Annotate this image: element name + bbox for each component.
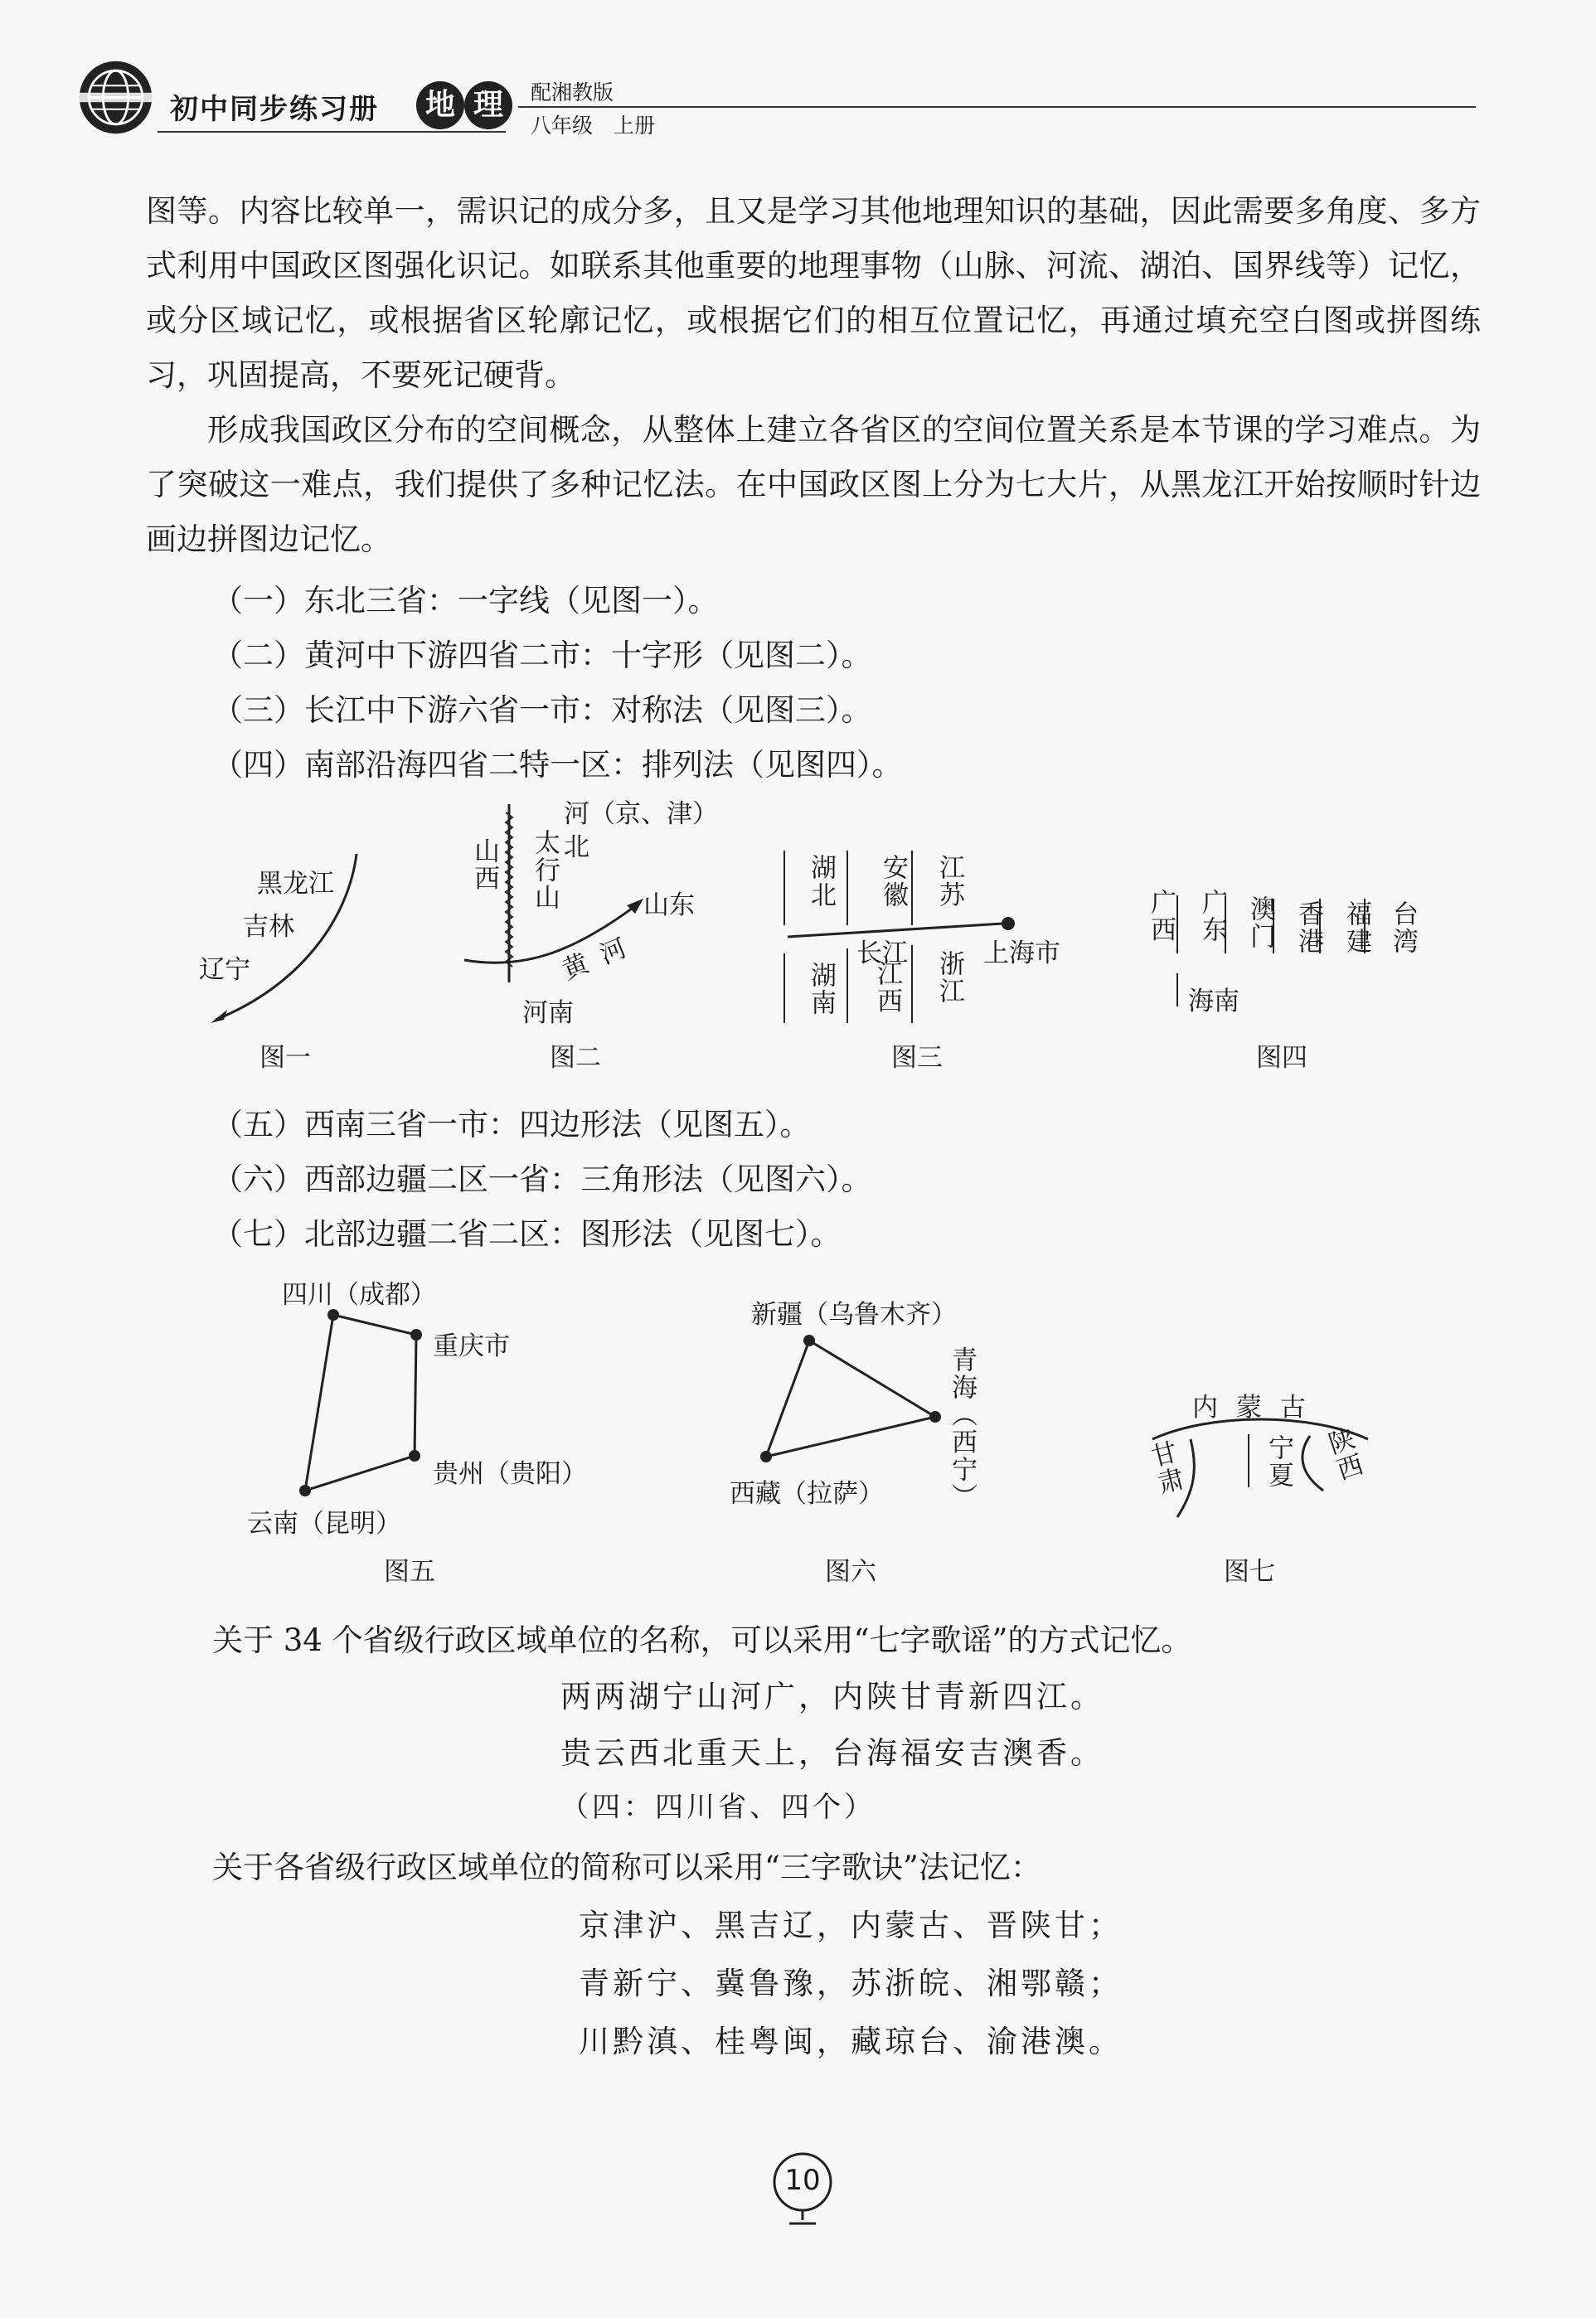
- page-number: 10: [784, 2164, 821, 2197]
- caption-fig7: 图七: [1224, 1557, 1275, 1587]
- label-yunnan: 云南（昆明）: [247, 1509, 401, 1539]
- list-item: （三）长江中下游六省一市：对称法（见图三）。: [212, 692, 872, 728]
- label-huanghe: 黄河: [558, 927, 645, 986]
- edition-label: 配湘教版: [531, 80, 614, 104]
- label-neimenggu: 内 蒙 古: [1192, 1393, 1311, 1423]
- list-item: （五）西南三省一市：四边形法（见图五）。: [212, 1107, 811, 1142]
- label-changjiang: 长江: [856, 938, 908, 968]
- label-guangxi: 广西: [1146, 889, 1176, 943]
- label-heilongjiang: 黑龙江: [257, 869, 334, 899]
- label-hongkong: 香港: [1293, 900, 1323, 955]
- label-shandong: 山东: [643, 890, 695, 920]
- label-jilin: 吉林: [243, 912, 294, 942]
- label-hainan: 海南: [1188, 987, 1239, 1016]
- caption-fig6: 图六: [825, 1557, 876, 1587]
- subject-badge: [416, 81, 517, 133]
- rhyme-intro: 关于各省级行政区域单位的简称可以采用“三字歌诀”法记忆：: [212, 1850, 1041, 1885]
- caption-fig4: 图四: [1256, 1043, 1307, 1073]
- label-hunan: 湖南: [806, 962, 836, 1016]
- book-title: 初中同步练习册: [170, 93, 379, 126]
- rhyme-line: 川黔滇、桂粤闽，藏琼台、渝港澳。: [579, 2024, 1123, 2059]
- rhyme-line: 青新宁、冀鲁豫，苏浙皖、湘鄂赣；: [579, 1966, 1123, 2001]
- label-guangdong: 广东: [1197, 889, 1227, 943]
- figure-6-triangle: [754, 1331, 945, 1472]
- label-anhui: 安徽: [878, 854, 908, 909]
- subject-char-1: 地: [416, 81, 464, 129]
- paragraph-difficulty: 形成我国政区分布的空间概念，从整体上建立各省区的空间位置关系是本节课的学习难点。为了突破这一难点，我们提供了多种记忆法。在中国政区图上分为七大片，从黑龙江开始按顺时针边画边拼图边记忆。: [146, 412, 1481, 557]
- label-zhejiang: 浙江: [934, 950, 964, 1005]
- song-line: 两两湖宁山河广，内陕甘青新四江。: [560, 1679, 1104, 1714]
- figure-5-quadrilateral: [290, 1302, 431, 1501]
- label-taihang: 太行山: [530, 829, 560, 911]
- caption-fig1: 图一: [260, 1043, 311, 1073]
- caption-fig3: 图三: [891, 1043, 943, 1073]
- label-ningxia: 宁夏: [1264, 1434, 1293, 1489]
- label-xinjiang: 新疆（乌鲁木齐）: [751, 1300, 957, 1330]
- list-item: （四）南部沿海四省二特一区：排列法（见图四）。: [212, 747, 903, 783]
- list-item: （一）东北三省：一字线（见图一）。: [212, 583, 719, 618]
- subject-char-2: 理: [464, 81, 512, 129]
- label-taiwan: 台湾: [1388, 900, 1418, 955]
- header-rule: [518, 106, 1476, 108]
- label-xizang: 西藏（拉萨）: [730, 1479, 884, 1509]
- label-macau: 澳门: [1245, 895, 1275, 950]
- label-henan: 河南: [522, 998, 574, 1028]
- caption-fig5: 图五: [384, 1557, 435, 1587]
- label-shanxi: 山西: [469, 837, 499, 892]
- paragraph-intro: 图等。内容比较单一，需识记的成分多，且又是学习其他地理知识的基础，因此需要多角度、多方式利用中国政区图强化识记。如联系其他重要的地理事物（山脉、河流、湖泊、国界线等）记忆，或分区域记忆，或根据省区轮廓记忆，或根据它们的相互位置记忆，再通过填充空白图或拼图练习，巩固提高，不要死记硬背。: [146, 193, 1481, 393]
- label-qinghai: 青海（西宁）: [947, 1346, 977, 1511]
- label-shaanxi: 陕西: [1320, 1424, 1366, 1486]
- label-jiangsu: 江苏: [934, 854, 964, 909]
- label-shanghai: 上海市: [983, 938, 1060, 968]
- song-line: 贵云西北重天上，台海福安吉澳香。: [560, 1735, 1104, 1771]
- label-hebei-bei: 北: [564, 832, 589, 862]
- song-note: （四：四川省、四个）: [560, 1791, 876, 1824]
- song-intro: 关于 34 个省级行政区域单位的名称，可以采用“七字歌谣”的方式记忆。: [212, 1622, 1192, 1658]
- globe-logo-icon: [76, 58, 155, 137]
- list-item: （二）黄河中下游四省二市：十字形（见图二）。: [212, 638, 872, 673]
- label-chongqing: 重庆市: [433, 1331, 510, 1361]
- list-item: （七）北部边疆二省二区：图形法（见图七）。: [212, 1216, 842, 1252]
- label-liaoning: 辽宁: [199, 955, 250, 985]
- caption-fig2: 图二: [550, 1043, 601, 1073]
- label-guizhou: 贵州（贵阳）: [433, 1459, 587, 1489]
- label-hubei: 湖北: [806, 854, 836, 909]
- grade-label: 八年级 上册: [531, 114, 656, 138]
- list-item: （六）西部边疆二区一省：三角形法（见图六）。: [212, 1161, 872, 1197]
- rhyme-line: 京津沪、黑吉辽，内蒙古、晋陕甘；: [579, 1908, 1123, 1943]
- label-sichuan: 四川（成都）: [282, 1280, 436, 1310]
- label-fujian: 福建: [1341, 900, 1371, 955]
- label-hebei: 河（京、津）: [564, 799, 718, 829]
- label-gansu: 甘肃: [1143, 1438, 1186, 1499]
- label-jiangxi: 江西: [872, 960, 902, 1015]
